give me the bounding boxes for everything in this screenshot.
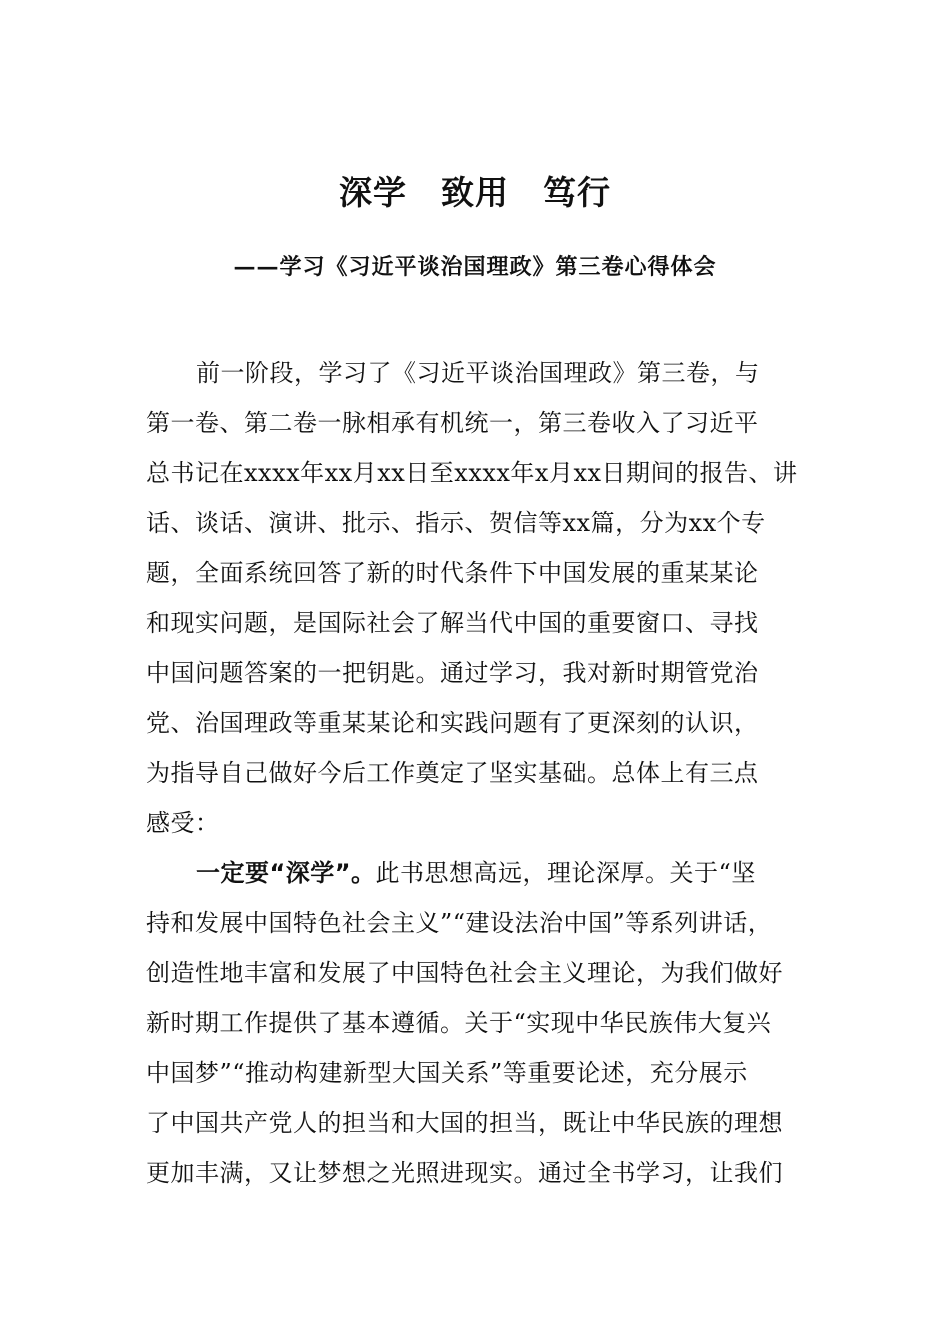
paragraph-line: 党、治国理政等重某某论和实践问题有了更深刻的认识， xyxy=(146,709,759,737)
paragraph-line: 持和发展中国特色社会主义”“建设法治中国”等系列讲话， xyxy=(146,909,773,937)
paragraph-intro xyxy=(146,348,816,848)
paragraph-line: 新时期工作提供了基本遵循。关于“实现中华民族伟大复兴 xyxy=(146,1009,772,1037)
paragraph-line: 感受： xyxy=(146,809,220,837)
paragraph-deep-study xyxy=(146,848,816,1198)
paragraph-line: 中国问题答案的一把钥匙。通过学习，我对新时期管党治 xyxy=(146,659,759,687)
paragraph-line: 第一卷、第二卷一脉相承有机统一，第三卷收入了习近平 xyxy=(146,409,759,437)
paragraph-line: 前一阶段，学习了《习近平谈治国理政》第三卷，与 xyxy=(196,359,760,387)
paragraph-line: 中国梦”“推动构建新型大国关系”等重要论述，充分展示 xyxy=(146,1059,748,1087)
paragraph-first-line-text: 此书思想高远，理论深厚。关于“坚 xyxy=(375,859,756,887)
paragraph-line: 题，全面系统回答了新的时代条件下中国发展的重某某论 xyxy=(146,559,759,587)
document-title: 深学 致用 笃行 xyxy=(339,173,611,212)
paragraph-line: 和现实问题，是国际社会了解当代中国的重要窗口、寻找 xyxy=(146,609,759,637)
paragraph-line: 话、谈话、演讲、批示、指示、贺信等xx篇，分为xx个专 xyxy=(146,509,766,537)
paragraph-line: 了中国共产党人的担当和大国的担当，既让中华民族的理想 xyxy=(146,1109,783,1137)
paragraph-line: 为指导自己做好今后工作奠定了坚实基础。总体上有三点 xyxy=(146,759,759,787)
paragraph-first-line xyxy=(146,848,816,898)
paragraph-line: 创造性地丰富和发展了中国特色社会主义理论，为我们做好 xyxy=(146,959,783,987)
paragraph-lead-heading: 一定要“深学”。 xyxy=(196,859,376,887)
document-subtitle: ——学习《习近平谈治国理政》第三卷心得体会 xyxy=(233,254,717,280)
paragraph-line: 更加丰满，又让梦想之光照进现实。通过全书学习，让我们 xyxy=(146,1159,783,1187)
paragraph-line: 总书记在xxxx年xx月xx日至xxxx年x月xx日期间的报告、讲 xyxy=(146,459,798,487)
